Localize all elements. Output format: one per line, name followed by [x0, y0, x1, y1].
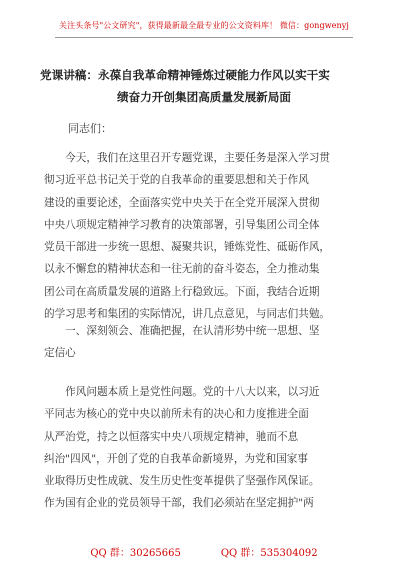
paragraph-line: 以永不懈怠的精神状态和一往无前的奋斗姿态，全力推动集 — [44, 263, 320, 276]
paragraph-line: 从严治党，持之以恒落实中央八项规定精神，驰而不息 — [44, 430, 299, 443]
footer-qq-group-1: QQ 群：30265665 — [90, 548, 181, 559]
paragraph-line: 中央八项规定精神学习教育的决策部署，引导集团公司全体 — [44, 218, 320, 231]
paragraph-line: 党员干部进一步统一思想、凝聚共识，锤炼党性、砥砺作风， — [44, 241, 331, 254]
paragraph-section1 — [44, 381, 366, 515]
paragraph-line: 业取得历史性成就、发生历史性变革提供了坚强作风保证。 — [44, 475, 320, 488]
section-heading-line: 一、深刻领会、准确把握，在认清形势中统一思想、坚 — [44, 325, 320, 337]
title-line-1: 党课讲稿：永葆自我革命精神锤炼过硬能力作风以实干实 — [40, 68, 330, 82]
paragraph-line: 作为国有企业的党员领导干部，我们必须站在坚定拥护"两 — [44, 497, 314, 510]
paragraph-line: 的学习思考和集团的实际情况，讲几点意见，与同志们共勉。 — [44, 308, 331, 321]
paragraph-line: 平同志为核心的党中央以前所未有的决心和力度推进全面 — [44, 408, 309, 421]
paragraph-line: 今天，我们在这里召开专题党课，主要任务是深入学习贯 — [44, 152, 331, 164]
section-heading-1 — [44, 320, 366, 365]
paragraph-line: 纠治"四风"，开创了党的自我革命新境界，为党和国家事 — [44, 452, 308, 465]
document-title — [40, 64, 368, 108]
paragraph-intro — [44, 147, 366, 325]
paragraph-line: 建设的重要论述，全面落实党中央关于在全党开展深入贯彻 — [44, 196, 320, 209]
paragraph-line: 作风问题本质上是党性问题。党的十八大以来，以习近 — [44, 386, 320, 398]
paragraph-line: 彻习近平总书记关于党的自我革命的重要思想和关于作风 — [44, 174, 309, 187]
greeting: 同志们： — [68, 122, 112, 135]
footer-qq-group-2: QQ 群：535304092 — [220, 548, 318, 559]
section-heading-line: 定信心 — [44, 347, 76, 360]
footer-contact — [0, 544, 408, 559]
paragraph-line: 团公司在高质量发展的道路上行稳致远。下面，我结合近期 — [44, 285, 320, 298]
header-banner: 关注头条号"公文研究"，获得最新最全最专业的公文资料库！ 微信：gongwenyj — [59, 21, 349, 30]
header-divider — [55, 37, 353, 38]
title-line-2: 绩奋力开创集团高质量发展新局面 — [117, 90, 291, 104]
